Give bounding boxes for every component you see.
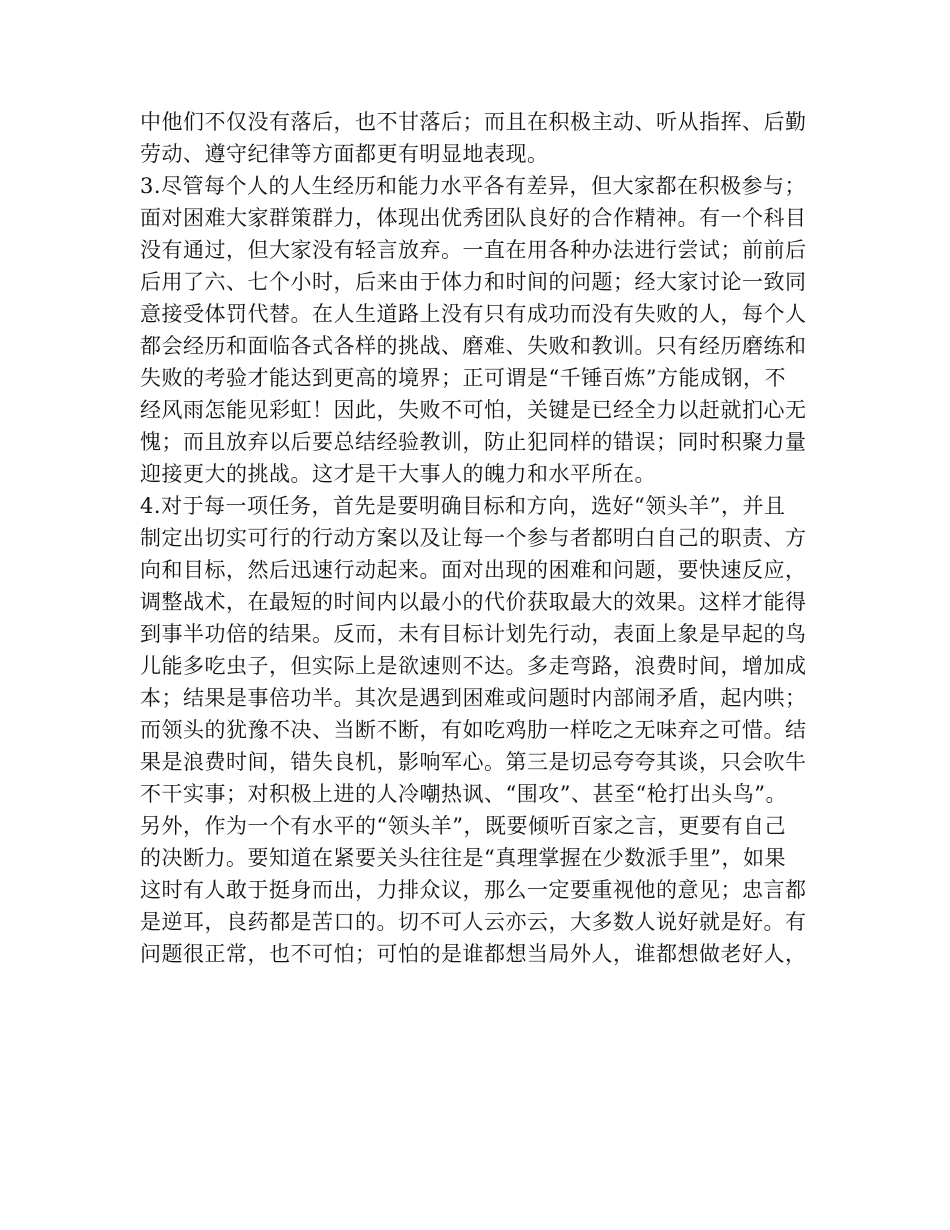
text-line: 而领头的犹豫不决、当断不断，有如吃鸡肋一样吃之无味弃之可惜。结	[140, 718, 807, 742]
text-line: 儿能多吃虫子，但实际上是欲速则不达。多走弯路，浪费时间，增加成	[140, 654, 807, 678]
text-line: 都会经历和面临各式各样的挑战、磨难、失败和教训。只有经历磨练和	[140, 334, 807, 358]
text-line: 另外，作为一个有水平的“领头羊”，既要倾听百家之言，更要有自己	[140, 814, 786, 838]
text-line: 的决断力。要知道在紧要关头往往是“真理掌握在少数派手里”，如果	[140, 846, 786, 870]
text-line: 面对困难大家群策群力，体现出优秀团队良好的合作精神。有一个科目	[140, 206, 807, 230]
text-line: 3.尽管每个人的人生经历和能力水平各有差异，但大家都在积极参与；	[140, 174, 807, 198]
text-line: 4.对于每一项任务，首先是要明确目标和方向，选好“领头羊”，并且	[140, 494, 786, 518]
text-line: 到事半功倍的结果。反而，未有目标计划先行动，表面上象是早起的鸟	[140, 622, 807, 646]
text-line: 失败的考验才能达到更高的境界；正可谓是“千锤百炼”方能成钢，不	[140, 366, 786, 390]
text-line: 是逆耳，良药都是苦口的。切不可人云亦云，大多数人说好就是好。有	[140, 910, 807, 934]
text-line: 劳动、遵守纪律等方面都更有明显地表现。	[140, 142, 549, 166]
text-line: 不干实事；对积极上进的人冷嘲热讽、“围攻”、甚至“枪打出头鸟”。	[140, 782, 787, 806]
text-line: 意接受体罚代替。在人生道路上没有只有成功而没有失败的人，每个人	[140, 302, 807, 326]
text-line: 制定出切实可行的行动方案以及让每一个参与者都明白自己的职责、方	[140, 526, 807, 550]
text-line: 中他们不仅没有落后，也不甘落后；而且在积极主动、听从指挥、后勤	[140, 110, 807, 134]
text-line: 没有通过，但大家没有轻言放弃。一直在用各种办法进行尝试；前前后	[140, 238, 807, 262]
text-line: 向和目标，然后迅速行动起来。面对出现的困难和问题，要快速反应，	[140, 558, 807, 582]
text-line: 迎接更大的挑战。这才是干大事人的魄力和水平所在。	[140, 462, 656, 486]
text-line: 本；结果是事倍功半。其次是遇到困难或问题时内部闹矛盾，起内哄；	[140, 686, 807, 710]
text-line: 问题很正常，也不可怕；可怕的是谁都想当局外人，谁都想做老好人，	[140, 942, 807, 966]
text-line: 这时有人敢于挺身而出，力排众议，那么一定要重视他的意见；忠言都	[140, 878, 807, 902]
text-line: 愧；而且放弃以后要总结经验教训，防止犯同样的错误；同时积聚力量	[140, 430, 807, 454]
text-line: 后用了六、七个小时，后来由于体力和时间的问题；经大家讨论一致同	[140, 270, 807, 294]
text-line: 经风雨怎能见彩虹！因此，失败不可怕，关键是已经全力以赶就扪心无	[140, 398, 807, 422]
document-body	[140, 106, 840, 970]
text-line: 果是浪费时间，错失良机，影响军心。第三是切忌夸夸其谈，只会吹牛	[140, 750, 807, 774]
text-line: 调整战术，在最短的时间内以最小的代价获取最大的效果。这样才能得	[140, 590, 807, 614]
